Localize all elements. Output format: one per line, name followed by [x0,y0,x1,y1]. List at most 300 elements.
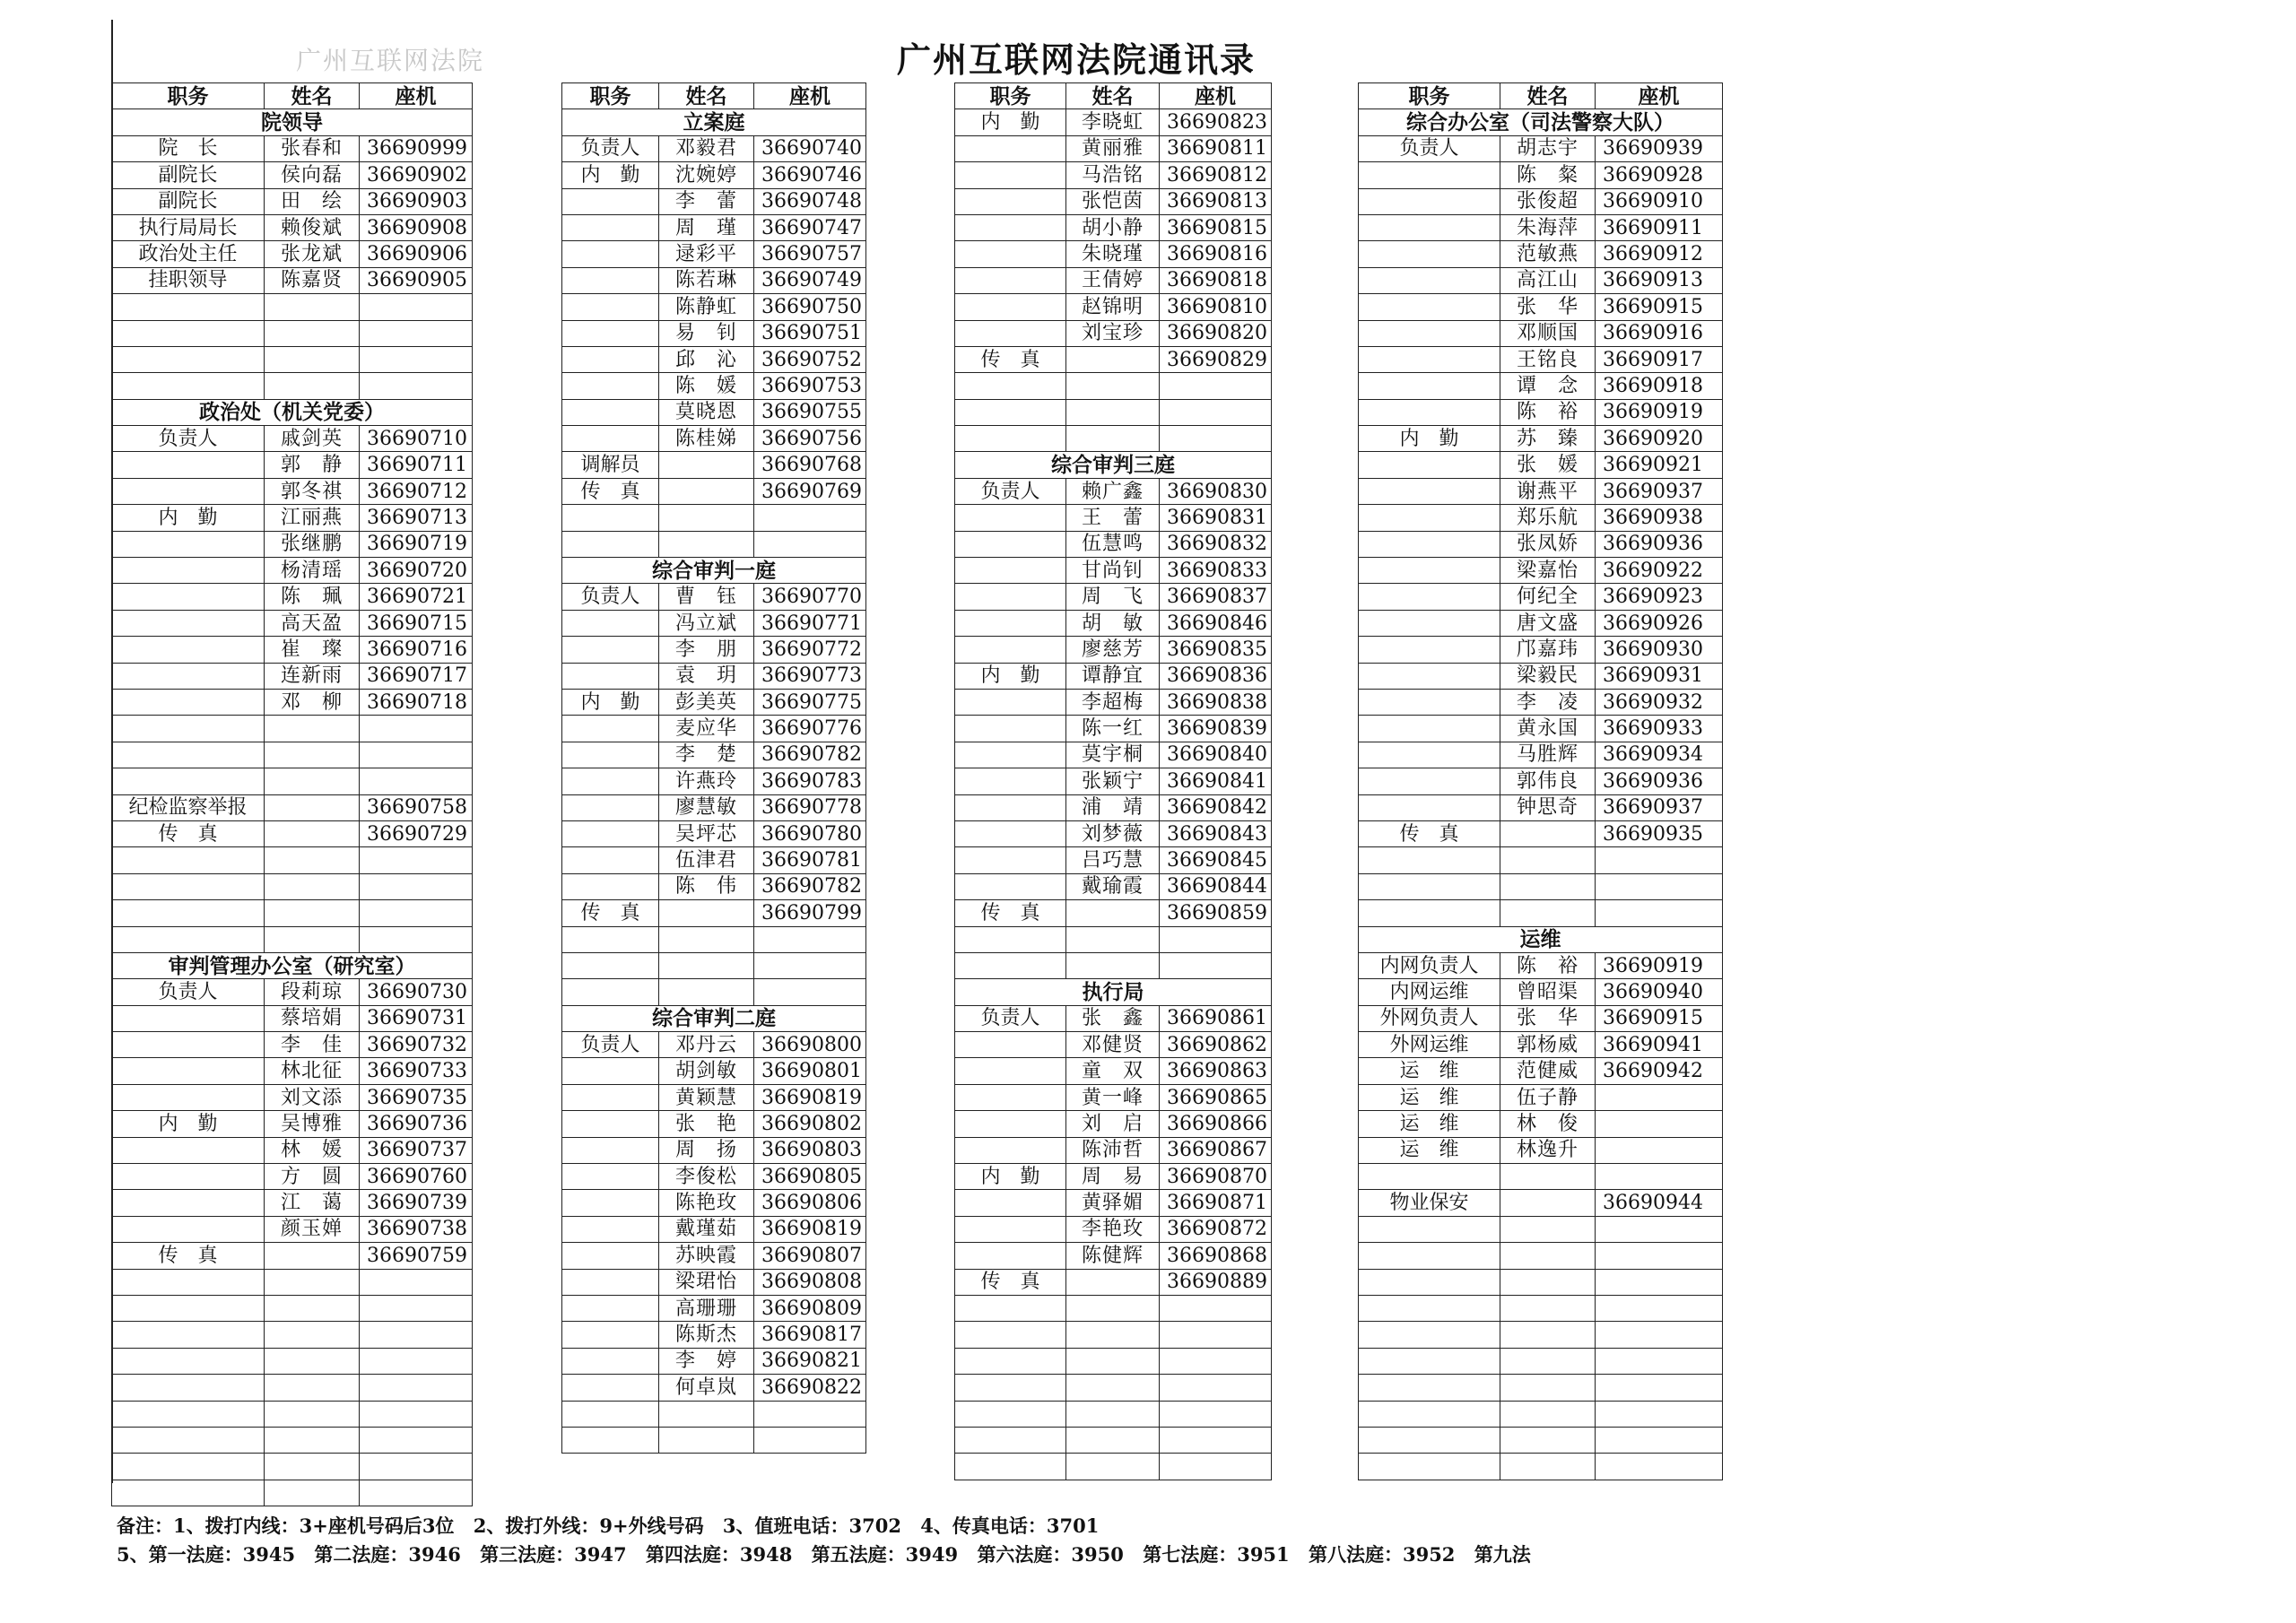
position-cell [1359,1269,1500,1295]
table-row [112,1164,473,1190]
name-cell: 彭美英 [659,689,754,715]
table-row [112,689,473,715]
phone-cell [1596,1401,1723,1427]
phone-cell: 36690776 [754,716,866,742]
phone-cell: 36690775 [754,689,866,715]
name-cell: 邓毅君 [659,135,754,161]
phone-cell [754,531,866,557]
position-cell [112,1454,265,1480]
table-row [112,135,473,161]
table-row [955,1190,1272,1216]
position-cell [562,505,659,531]
phone-cell: 36690837 [1160,584,1272,610]
phone-cell: 36690760 [360,1164,473,1190]
name-cell [659,926,754,952]
phone-cell: 36690933 [1596,716,1723,742]
table-row [955,873,1272,899]
footer-note: 第九法 [1474,1543,1531,1566]
name-cell [659,900,754,926]
position-cell [955,716,1066,742]
name-cell: 冯立斌 [659,610,754,636]
table-row [1359,558,1723,584]
phone-cell: 36690773 [754,663,866,689]
phone-cell: 36690737 [360,1137,473,1163]
name-cell [265,1295,360,1321]
position-cell [112,558,265,584]
phone-cell: 36690938 [1596,505,1723,531]
position-cell [562,637,659,663]
name-cell: 周 扬 [659,1137,754,1163]
phone-cell [1596,1243,1723,1269]
name-cell: 李超梅 [1066,689,1160,715]
name-cell [1066,1401,1160,1427]
phone-cell: 36690721 [360,584,473,610]
directory-table-2 [561,82,866,1454]
phone-cell [754,1427,866,1453]
phone-cell: 36690819 [754,1084,866,1110]
table-row [112,979,473,1005]
position-cell [955,531,1066,557]
position-cell [562,214,659,240]
table-row [1359,294,1723,320]
phone-cell: 36690871 [1160,1190,1272,1216]
table-row [562,900,866,926]
name-cell: 范健威 [1500,1058,1596,1084]
position-cell [1359,610,1500,636]
phone-cell [754,952,866,978]
table-row [1359,478,1723,504]
name-cell: 蔡培娟 [265,1005,360,1031]
table-row [955,952,1272,978]
position-cell [1359,584,1500,610]
name-cell [1066,1427,1160,1453]
phone-cell: 36690736 [360,1111,473,1137]
phone-cell: 36690934 [1596,742,1723,768]
name-cell: 陈 裕 [1500,399,1596,425]
table-row [562,267,866,293]
table-row [955,716,1272,742]
table-row [562,452,866,478]
name-cell: 周 易 [1066,1164,1160,1190]
name-cell: 赖广鑫 [1066,478,1160,504]
table-row [112,320,473,346]
position-cell [955,294,1066,320]
footer-note: 第三法庭：3947 [480,1543,627,1566]
phone-cell [360,900,473,926]
phone-cell: 36690799 [754,900,866,926]
name-cell: 胡 敏 [1066,610,1160,636]
table-row [562,1216,866,1242]
phone-cell: 36690813 [1160,188,1272,214]
table-row [562,505,866,531]
position-cell: 负责人 [562,584,659,610]
phone-cell: 36690913 [1596,267,1723,293]
phone-cell: 36690823 [1160,109,1272,135]
position-cell [112,478,265,504]
position-cell: 负责人 [562,135,659,161]
table-row [1359,820,1723,846]
name-cell: 李 佳 [265,1032,360,1058]
table-row [562,873,866,899]
name-cell: 陈 粲 [1500,162,1596,188]
phone-cell [1596,1164,1723,1190]
name-cell: 江 蔼 [265,1190,360,1216]
table-row [112,1216,473,1242]
name-cell [265,320,360,346]
table-row [112,768,473,794]
table-row [112,637,473,663]
table-row [562,663,866,689]
position-cell [955,1401,1066,1427]
phone-cell: 36690889 [1160,1269,1272,1295]
table-row [562,346,866,372]
phone-cell: 36690866 [1160,1111,1272,1137]
name-cell [265,1322,360,1348]
name-cell: 王 蕾 [1066,505,1160,531]
table-row [112,1454,473,1480]
name-cell: 许燕玲 [659,768,754,794]
header-phone: 座机 [360,83,473,109]
name-cell [265,1480,360,1506]
phone-cell: 36690865 [1160,1084,1272,1110]
name-cell: 马浩铭 [1066,162,1160,188]
position-cell [1359,505,1500,531]
position-cell [1359,478,1500,504]
table-row [1359,742,1723,768]
position-cell [562,794,659,820]
section-title: 综合审判二庭 [562,1005,866,1031]
table-row [562,689,866,715]
name-cell [1500,1164,1596,1190]
position-cell [112,847,265,873]
phone-cell [1160,1454,1272,1480]
position-cell [955,1137,1066,1163]
name-cell [1500,820,1596,846]
name-cell: 高江山 [1500,267,1596,293]
table-row [955,610,1272,636]
name-cell [265,926,360,952]
position-cell [112,1084,265,1110]
table-row [112,426,473,452]
name-cell: 谢燕平 [1500,478,1596,504]
position-cell [955,689,1066,715]
table-row [1359,663,1723,689]
name-cell: 范敏燕 [1500,241,1596,267]
position-cell [112,1348,265,1374]
name-cell: 李艳玫 [1066,1216,1160,1242]
table-row [955,1032,1272,1058]
table-row [562,1243,866,1269]
name-cell: 戴瑜霞 [1066,873,1160,899]
table-row [112,1137,473,1163]
position-cell [562,979,659,1005]
table-row [955,558,1272,584]
position-cell [1359,294,1500,320]
name-cell [265,346,360,372]
table-row [562,584,866,610]
name-cell: 连新雨 [265,663,360,689]
footer-note: 第四法庭：3948 [645,1543,793,1566]
phone-cell: 36690932 [1596,689,1723,715]
name-cell [265,900,360,926]
name-cell: 甘尚钊 [1066,558,1160,584]
phone-cell: 36690815 [1160,214,1272,240]
position-cell [955,637,1066,663]
position-cell: 纪检监察举报 [112,794,265,820]
phone-cell: 36690861 [1160,1005,1272,1031]
table-row [112,663,473,689]
position-cell [955,505,1066,531]
header-phone: 座机 [1160,83,1272,109]
table-header-row [562,83,866,109]
name-cell: 莫宇桐 [1066,742,1160,768]
position-cell [955,214,1066,240]
phone-cell: 36690820 [1160,320,1272,346]
footer-note: 第五法庭：3949 [811,1543,959,1566]
position-cell [1359,1454,1500,1480]
table-row [112,188,473,214]
name-cell: 高天盈 [265,610,360,636]
name-cell [1066,346,1160,372]
phone-cell [360,742,473,768]
phone-cell: 36690926 [1596,610,1723,636]
table-row [1359,794,1723,820]
name-cell: 李 蕾 [659,188,754,214]
footer-note: 2、拨打外线：9+外线号码 [473,1515,704,1537]
name-cell: 吴坪芯 [659,820,754,846]
name-cell: 钟思奇 [1500,794,1596,820]
table-row [1359,584,1723,610]
table-row [112,742,473,768]
name-cell [265,794,360,820]
phone-cell: 36690730 [360,979,473,1005]
name-cell: 黄永国 [1500,716,1596,742]
name-cell: 陈 媛 [659,373,754,399]
phone-cell: 36690715 [360,610,473,636]
position-cell [112,1401,265,1427]
phone-cell: 36690812 [1160,162,1272,188]
phone-cell: 36690833 [1160,558,1272,584]
name-cell: 张继鹏 [265,531,360,557]
table-row [562,926,866,952]
name-cell [265,1375,360,1401]
table-row [1359,1454,1723,1480]
position-cell: 外网负责人 [1359,1005,1500,1031]
table-row [1359,610,1723,636]
name-cell [1066,373,1160,399]
name-cell: 林 俊 [1500,1111,1596,1137]
name-cell [659,1401,754,1427]
position-cell [112,1427,265,1453]
table-row [1359,1137,1723,1163]
name-cell: 陈健辉 [1066,1243,1160,1269]
position-cell [562,1058,659,1084]
position-cell [955,1427,1066,1453]
position-cell [562,1137,659,1163]
name-cell: 黄一峰 [1066,1084,1160,1110]
table-row [112,610,473,636]
table-row [562,373,866,399]
name-cell: 张 鑫 [1066,1005,1160,1031]
position-cell: 负责人 [562,1032,659,1058]
position-cell [562,873,659,899]
name-cell: 张春和 [265,135,360,161]
position-cell [1359,1295,1500,1321]
position-cell: 内 勤 [112,1111,265,1137]
table-row [955,1216,1272,1242]
position-cell [955,135,1066,161]
position-cell [955,1348,1066,1374]
phone-cell [360,1348,473,1374]
table-row [955,188,1272,214]
phone-cell: 36690937 [1596,794,1723,820]
name-cell [1066,900,1160,926]
position-cell [1359,399,1500,425]
position-cell [1359,716,1500,742]
header-phone: 座机 [1596,83,1723,109]
footer-notes-line1 [117,1512,1111,1539]
phone-cell: 36690768 [754,452,866,478]
position-cell [955,926,1066,952]
table-row [1359,979,1723,1005]
phone-cell: 36690918 [1596,373,1723,399]
position-cell: 副院长 [112,162,265,188]
phone-cell: 36690917 [1596,346,1723,372]
position-cell [562,346,659,372]
table-row [112,873,473,899]
name-cell: 刘梦薇 [1066,820,1160,846]
position-cell [112,1164,265,1190]
position-cell: 挂职领导 [112,267,265,293]
position-cell: 内 勤 [955,1164,1066,1190]
phone-cell: 36690740 [754,135,866,161]
phone-cell: 36690831 [1160,505,1272,531]
name-cell [265,1243,360,1269]
name-cell: 胡志宇 [1500,135,1596,161]
phone-cell [1160,926,1272,952]
position-cell: 内网运维 [1359,979,1500,1005]
phone-cell: 36690937 [1596,478,1723,504]
name-cell [265,742,360,768]
phone-cell: 36690835 [1160,637,1272,663]
name-cell: 赵锦明 [1066,294,1160,320]
section-row [955,979,1272,1005]
table-row [1359,689,1723,715]
name-cell [659,478,754,504]
phone-cell: 36690750 [754,294,866,320]
position-cell [112,1005,265,1031]
section-title: 综合审判一庭 [562,558,866,584]
position-cell [955,794,1066,820]
table-row [955,926,1272,952]
name-cell: 黄颖慧 [659,1084,754,1110]
position-cell: 外网运维 [1359,1032,1500,1058]
table-row [955,1322,1272,1348]
phone-cell: 36690720 [360,558,473,584]
position-cell: 传 真 [562,478,659,504]
name-cell: 胡剑敏 [659,1058,754,1084]
position-cell [562,1084,659,1110]
phone-cell: 36690846 [1160,610,1272,636]
section-row [112,109,473,135]
table-row [955,135,1272,161]
phone-cell: 36690915 [1596,1005,1723,1031]
name-cell [659,531,754,557]
position-cell [112,873,265,899]
section-title: 综合审判三庭 [955,452,1272,478]
phone-cell: 36690712 [360,478,473,504]
position-cell [1359,768,1500,794]
section-row [112,399,473,425]
table-row [562,610,866,636]
section-row [1359,926,1723,952]
table-row [112,373,473,399]
section-row [1359,109,1723,135]
table-row [562,294,866,320]
name-cell: 陈 伟 [659,873,754,899]
phone-cell: 36690867 [1160,1137,1272,1163]
position-cell: 内网负责人 [1359,952,1500,978]
table-row [562,1190,866,1216]
phone-cell: 36690769 [754,478,866,504]
name-cell: 陈一红 [1066,716,1160,742]
phone-cell [754,1401,866,1427]
name-cell: 浦 靖 [1066,794,1160,820]
table-row [1359,1111,1723,1137]
name-cell: 袁 玥 [659,663,754,689]
phone-cell [754,505,866,531]
table-row [1359,900,1723,926]
name-cell: 梁嘉怡 [1500,558,1596,584]
table-row [112,214,473,240]
name-cell: 郭杨威 [1500,1032,1596,1058]
phone-cell: 36690902 [360,162,473,188]
name-cell: 侯向磊 [265,162,360,188]
table-row [955,1164,1272,1190]
name-cell [1500,900,1596,926]
phone-cell: 36690903 [360,188,473,214]
name-cell: 张 艳 [659,1111,754,1137]
table-header-row [955,83,1272,109]
phone-cell: 36690781 [754,847,866,873]
phone-cell: 36690772 [754,637,866,663]
section-title: 审判管理办公室（研究室） [112,952,473,978]
position-cell [112,610,265,636]
phone-cell [1596,1427,1723,1453]
phone-cell [1160,1401,1272,1427]
position-cell [112,320,265,346]
phone-cell: 36690935 [1596,820,1723,846]
name-cell: 李 婷 [659,1348,754,1374]
table-row [1359,162,1723,188]
name-cell [265,716,360,742]
name-cell: 李 楚 [659,742,754,768]
name-cell [1066,1322,1160,1348]
position-cell [1359,847,1500,873]
phone-cell: 36690809 [754,1295,866,1321]
position-cell [1359,558,1500,584]
phone-cell: 36690919 [1596,952,1723,978]
position-cell: 执行局局长 [112,214,265,240]
header-name: 姓名 [1500,83,1596,109]
table-row [955,531,1272,557]
phone-cell: 36690803 [754,1137,866,1163]
table-row [562,162,866,188]
section-title: 综合办公室（司法警察大队） [1359,109,1723,135]
name-cell: 张恺茵 [1066,188,1160,214]
table-row [1359,873,1723,899]
phone-cell: 36690844 [1160,873,1272,899]
